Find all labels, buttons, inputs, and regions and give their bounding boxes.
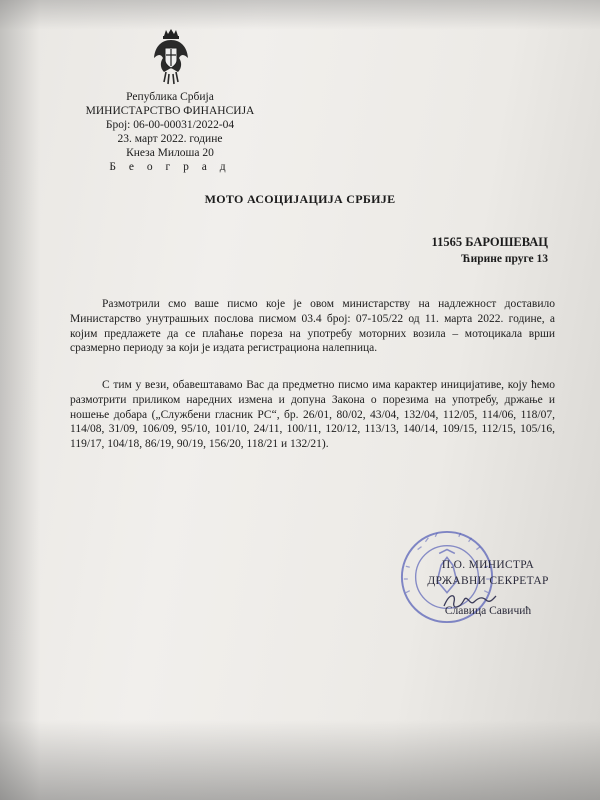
country-name: Република Србија <box>126 91 214 103</box>
body-paragraph-1: Размотрили смо ваше писмо које је овом министарству на надлежност доставило Министарство унутрашњих послова писмом 03.4 број: 07-105/22 од 11. марта 2022. године, а којим предлажете да се плаћање пореза на употребу моторних возила – мотоцикала врши сразмерно периоду за који је издата регистрациона налепница. <box>70 298 555 355</box>
body-paragraph-2: С тим у вези, обавештавамо Вас да предметно писмо има карактер иницијативе, коју ћемо размотрити приликом наредних измена и допуна Закона о порезима на употребу, држање и ношење добара („Службени гласник РС“, бр. 26/01, 80/02, 43/04, 132/04, 112/05, 114/06, 118/07, 114/08, 31/09, 106/09, 95/10, 101/10, 24/11, 100/11, 120/12, 113/13, 140/14, 109/15, 112/15, 105/16, 119/17, 104/18, 86/19, 90/19, 156/20, 118/21 и 132/21). <box>70 379 555 451</box>
page-shadow-bottom <box>0 720 600 800</box>
ministry-street: Кнеза Милоша 20 <box>126 147 214 159</box>
recipient-street: Ћирине пруге 13 <box>461 253 548 265</box>
signatory-role-1: П.О. МИНИСТРА <box>441 559 535 571</box>
ministry-name: МИНИСТАРСТВО ФИНАНСИЈА <box>85 105 255 117</box>
signatory-role-2: ДРЖАВНИ СЕКРЕТАР <box>427 575 549 587</box>
page-shadow-top <box>0 0 600 30</box>
recipient-name: МОТО АСОЦИЈАЦИЈА СРБИЈЕ <box>204 192 396 206</box>
handwritten-signature-icon <box>440 588 500 614</box>
letter-date: 23. март 2022. године <box>117 133 223 145</box>
reference-number: Број: 06-00-00031/2022-04 <box>105 119 235 131</box>
ministry-city: Б е о г р а д <box>109 161 231 173</box>
recipient-city: 11565 БАРОШЕВАЦ <box>431 235 548 249</box>
signatory-name: Славица Савичић <box>444 605 532 617</box>
page-shadow-left <box>0 0 40 800</box>
letterhead <box>60 90 280 174</box>
coat-of-arms-icon <box>152 28 190 88</box>
